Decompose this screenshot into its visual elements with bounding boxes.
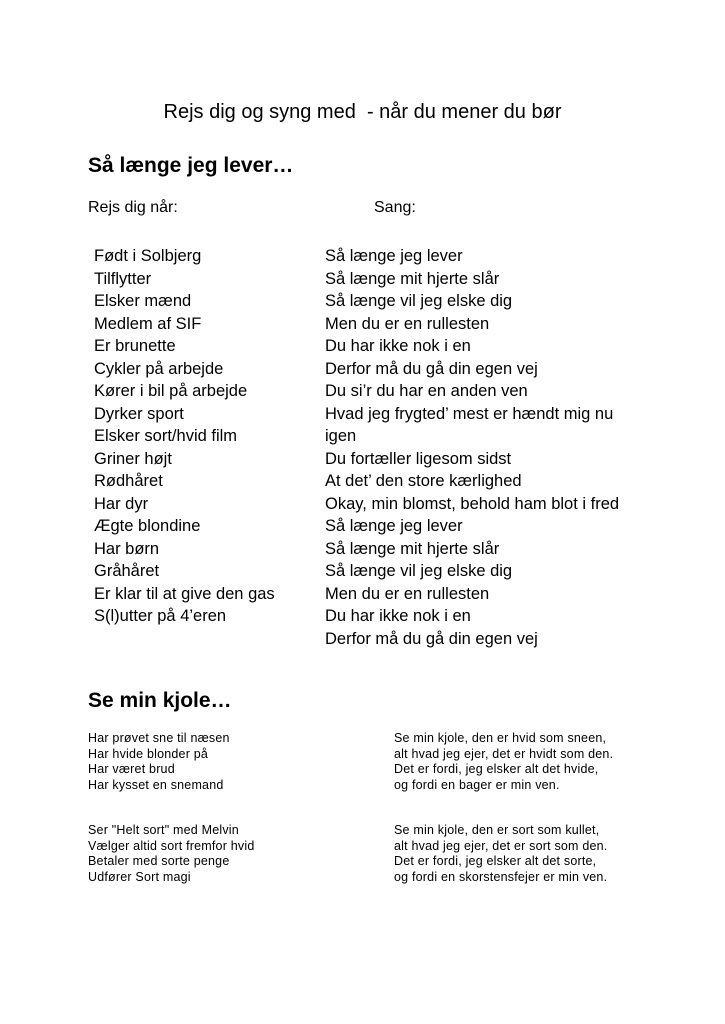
rise-when-list — [94, 245, 275, 628]
list-item: Dyrker sport — [94, 404, 184, 423]
list-item: og fordi en skorstensfejer er min ven. — [394, 869, 608, 884]
list-item: Så længe mit hjerte slår — [325, 269, 500, 288]
list-item: Elsker mænd — [94, 292, 192, 310]
list-item: Men du er en rullesten — [325, 314, 490, 333]
song-label: Sang: — [374, 199, 416, 216]
list-item: Så længe jeg lever — [325, 247, 463, 265]
list-item: Du har ikke nok i en — [325, 607, 471, 625]
list-item: Derfor må du gå din egen vej — [325, 359, 538, 378]
list-item: Du si’r du har en anden ven — [325, 382, 528, 400]
list-item: igen — [325, 427, 357, 445]
list-item: Men du er en rullesten — [325, 584, 490, 603]
list-item: Så længe mit hjerte slår — [325, 539, 500, 558]
list-item: Har dyr — [94, 494, 149, 513]
list-item: Har børn — [94, 539, 160, 558]
list-item: Har været brud — [88, 762, 175, 776]
section-heading-se-min-kjole: Se min kjole… — [88, 689, 232, 712]
list-item: Du har ikke nok i en — [325, 337, 471, 355]
list-item: Cykler på arbejde — [94, 359, 224, 378]
list-item: Se min kjole, den er sort som kullet, — [394, 823, 600, 837]
white-rise-when-list — [88, 731, 230, 793]
black-verse-list — [394, 823, 607, 885]
list-item: og fordi en bager er min ven. — [394, 777, 560, 792]
list-item: Det er fordi, jeg elsker alt det sorte, — [394, 854, 597, 868]
list-item: Har kysset en snemand — [88, 777, 224, 792]
list-item: Så længe vil jeg elske dig — [325, 562, 513, 580]
list-item: Har hvide blonder på — [88, 746, 209, 761]
list-item: Betaler med sorte penge — [88, 854, 230, 868]
list-item: Hvad jeg frygted’ mest er hændt mig nu — [325, 404, 614, 423]
list-item: At det’ den store kærlighed — [325, 472, 522, 490]
list-item: Vælger altid sort fremfor hvid — [88, 838, 255, 853]
list-item: Du fortæller ligesom sidst — [325, 449, 512, 468]
page-title: Rejs dig og syng med - når du mener du bør — [163, 101, 562, 123]
list-item: alt hvad jeg ejer, det er sort som den. — [394, 838, 608, 853]
list-item: Griner højt — [94, 449, 172, 468]
list-item: Se min kjole, den er hvid som sneen, — [394, 731, 607, 745]
black-rise-when-list — [88, 823, 254, 885]
list-item: Gråhåret — [94, 562, 160, 580]
section-heading-saa-laenge: Så længe jeg lever… — [88, 154, 294, 177]
list-item: Født i Solbjerg — [94, 247, 202, 265]
song-lyrics-list — [325, 245, 619, 650]
list-item: Det er fordi, jeg elsker alt det hvide, — [394, 762, 599, 776]
list-item: Så længe jeg lever — [325, 517, 463, 535]
list-item: Elsker sort/hvid film — [94, 427, 238, 445]
list-item: Udfører Sort magi — [88, 869, 191, 884]
rise-when-label: Rejs dig når: — [88, 199, 178, 216]
list-item: Er brunette — [94, 337, 176, 355]
list-item: Derfor må du gå din egen vej — [325, 629, 538, 648]
list-item: Rødhåret — [94, 472, 163, 490]
list-item: Er klar til at give den gas — [94, 584, 275, 603]
white-verse-list — [394, 731, 613, 793]
list-item: Så længe vil jeg elske dig — [325, 292, 513, 310]
list-item: Tilflytter — [94, 269, 152, 288]
list-item: Har prøvet sne til næsen — [88, 731, 230, 745]
list-item: Medlem af SIF — [94, 314, 202, 333]
list-item: alt hvad jeg ejer, det er hvidt som den. — [394, 746, 614, 761]
list-item: Kører i bil på arbejde — [94, 382, 248, 400]
list-item: Ser "Helt sort" med Melvin — [88, 823, 239, 837]
list-item: S(l)utter på 4’eren — [94, 607, 227, 625]
list-item: Ægte blondine — [94, 517, 201, 535]
list-item: Okay, min blomst, behold ham blot i fred — [325, 494, 620, 513]
